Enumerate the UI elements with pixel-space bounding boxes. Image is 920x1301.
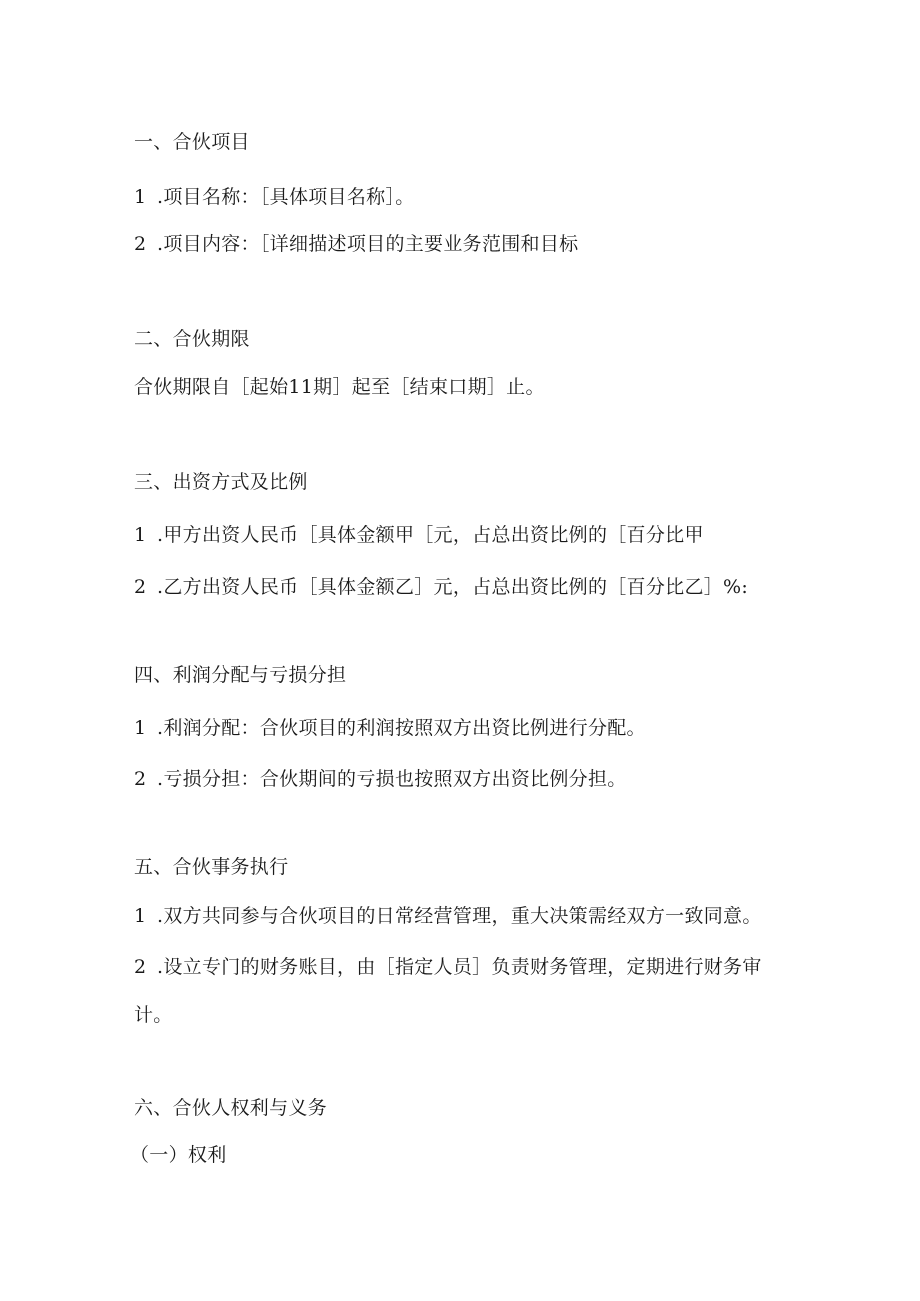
list-item-number: 1 [134, 186, 147, 208]
list-item-number: 2 [134, 768, 147, 790]
list-item-text: .亏损分担：合伙期间的亏损也按照双方出资比例分担。 [157, 768, 627, 790]
list-item [134, 523, 704, 547]
section-heading-5: 五、合伙事务执行 [134, 856, 289, 878]
list-item [134, 716, 646, 740]
list-item-text: .甲方出资人民币［具体金额甲［元，占总出资比例的［百分比甲 [157, 524, 704, 546]
list-item [134, 575, 748, 599]
list-item [134, 904, 762, 928]
list-item-text: .乙方出资人民币［具体金额乙］元，占总出资比例的［百分比乙］%: [157, 576, 749, 598]
list-item [134, 955, 762, 979]
list-item-continuation: 计。 [134, 1004, 173, 1026]
list-item-number: 2 [134, 576, 147, 598]
paragraph: 合伙期限自［起始11期］起至［结束口期］止。 [134, 376, 545, 398]
list-item [134, 232, 578, 256]
section-heading-4: 四、利润分配与亏损分担 [134, 664, 347, 686]
list-item-text: .双方共同参与合伙项目的日常经营管理，重大决策需经双方一致同意。 [157, 905, 762, 927]
section-heading-6: 六、合伙人权利与义务 [134, 1097, 328, 1119]
list-item [134, 185, 415, 209]
list-item-text: .设立专门的财务账目，由［指定人员］负责财务管理，定期进行财务审 [157, 956, 762, 978]
list-item-text: .项目名称：［具体项目名称］。 [157, 186, 415, 208]
list-item-number: 1 [134, 524, 147, 546]
section-heading-3: 三、出资方式及比例 [134, 471, 308, 493]
list-item-text: .利润分配：合伙项目的利润按照双方出资比例进行分配。 [157, 717, 646, 739]
list-item-text: .项目内容：［详细描述项目的主要业务范围和目标 [157, 233, 579, 255]
list-item-number: 1 [134, 905, 147, 927]
section-heading-2: 二、合伙期限 [134, 328, 250, 350]
list-item-number: 2 [134, 956, 147, 978]
section-heading-1: 一、合伙项目 [134, 131, 250, 153]
subsection-heading: （一）权利 [130, 1144, 227, 1166]
list-item-number: 2 [134, 233, 147, 255]
list-item [134, 767, 627, 791]
list-item-number: 1 [134, 717, 147, 739]
